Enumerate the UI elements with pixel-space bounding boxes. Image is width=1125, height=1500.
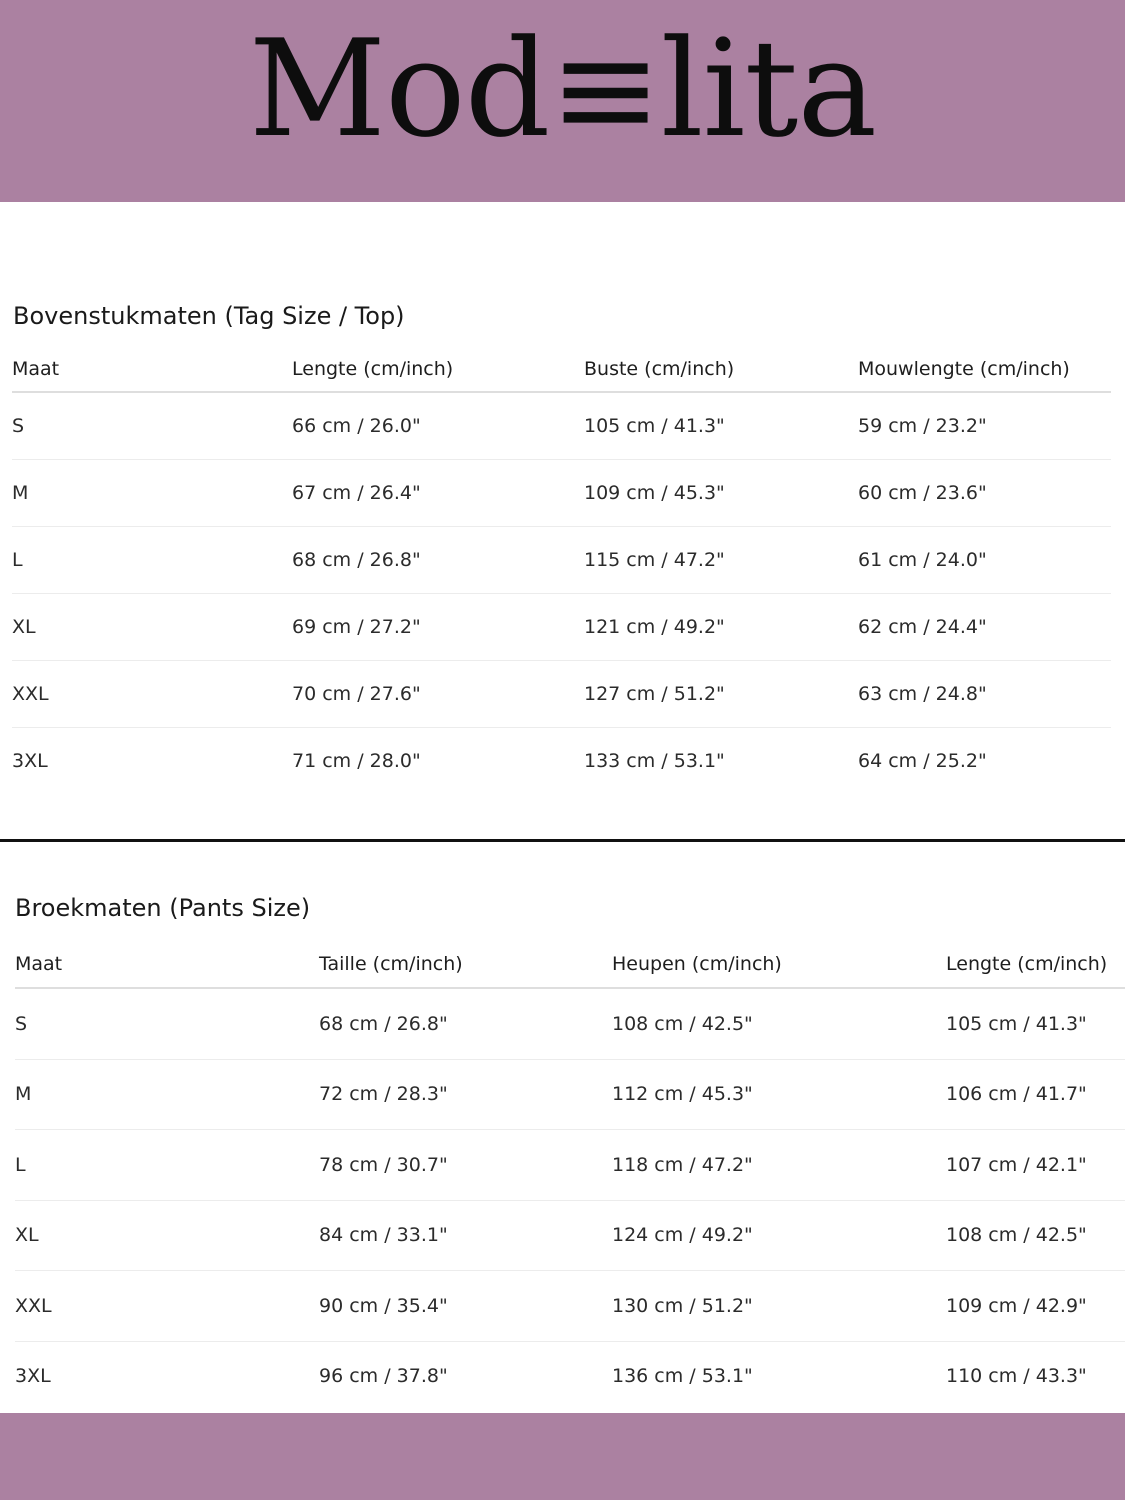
waist-cell: 84 cm / 33.1" [319,1224,448,1247]
table-row [15,1271,1125,1342]
hips-cell: 108 cm / 42.5" [612,1012,753,1035]
hips-cell: 124 cm / 49.2" [612,1224,753,1247]
table-row [15,1201,1125,1272]
length-cell: 67 cm / 26.4" [292,482,421,504]
size-cell: 3XL [15,1365,51,1388]
header-band [0,0,1125,202]
bust-cell: 115 cm / 47.2" [584,549,725,571]
table-row [12,527,1111,594]
bust-cell: 133 cm / 53.1" [584,750,725,772]
table-row [15,1130,1125,1201]
table-row [15,989,1125,1060]
hips-cell: 112 cm / 45.3" [612,1083,753,1106]
sleeve-cell: 61 cm / 24.0" [858,549,987,571]
top-size-table [12,346,1111,794]
table-header-row [15,940,1125,989]
length-cell: 107 cm / 42.1" [946,1153,1087,1176]
pants-size-title: Broekmaten (Pants Size) [15,894,311,922]
length-cell: 70 cm / 27.6" [292,683,421,705]
table-row [12,594,1111,661]
table-row [15,1060,1125,1131]
hips-cell: 136 cm / 53.1" [612,1365,753,1388]
size-cell: M [15,1083,32,1106]
length-cell: 66 cm / 26.0" [292,415,421,437]
sleeve-cell: 62 cm / 24.4" [858,616,987,638]
size-cell: XXL [15,1294,52,1317]
sleeve-cell: 64 cm / 25.2" [858,750,987,772]
size-cell: S [12,415,25,437]
waist-cell: 96 cm / 37.8" [319,1365,448,1388]
column-header: Lengte (cm/inch) [946,952,1108,975]
size-cell: XL [15,1224,39,1247]
column-header: Taille (cm/inch) [319,952,463,975]
size-cell: L [12,549,23,571]
length-cell: 105 cm / 41.3" [946,1012,1087,1035]
table-row [12,460,1111,527]
waist-cell: 90 cm / 35.4" [319,1294,448,1317]
hips-cell: 118 cm / 47.2" [612,1153,753,1176]
length-cell: 106 cm / 41.7" [946,1083,1087,1106]
sleeve-cell: 63 cm / 24.8" [858,683,987,705]
length-cell: 71 cm / 28.0" [292,750,421,772]
size-cell: L [15,1153,26,1176]
length-cell: 68 cm / 26.8" [292,549,421,571]
table-header-row [12,346,1111,393]
length-cell: 69 cm / 27.2" [292,616,421,638]
length-cell: 110 cm / 43.3" [946,1365,1087,1388]
footer-band [0,1413,1125,1500]
bust-cell: 109 cm / 45.3" [584,482,725,504]
length-cell: 108 cm / 42.5" [946,1224,1087,1247]
table-row [12,393,1111,460]
top-size-title: Bovenstukmaten (Tag Size / Top) [13,302,405,330]
column-header: Mouwlengte (cm/inch) [858,357,1070,380]
table-row [15,1342,1125,1412]
brand-logo: Mod≡lita [248,11,877,167]
size-cell: 3XL [12,750,48,772]
section-divider [0,839,1125,842]
table-row [12,661,1111,728]
column-header: Heupen (cm/inch) [612,952,782,975]
bust-cell: 105 cm / 41.3" [584,415,725,437]
waist-cell: 72 cm / 28.3" [319,1083,448,1106]
size-cell: M [12,482,29,504]
column-header: Maat [15,952,63,975]
size-cell: XXL [12,683,49,705]
bust-cell: 127 cm / 51.2" [584,683,725,705]
column-header: Lengte (cm/inch) [292,357,454,380]
length-cell: 109 cm / 42.9" [946,1294,1087,1317]
bust-cell: 121 cm / 49.2" [584,616,725,638]
waist-cell: 78 cm / 30.7" [319,1153,448,1176]
table-row [12,728,1111,794]
sleeve-cell: 60 cm / 23.6" [858,482,987,504]
size-cell: XL [12,616,36,638]
sleeve-cell: 59 cm / 23.2" [858,415,987,437]
column-header: Maat [12,357,60,380]
pants-size-table [15,940,1125,1411]
size-cell: S [15,1012,28,1035]
column-header: Buste (cm/inch) [584,357,735,380]
hips-cell: 130 cm / 51.2" [612,1294,753,1317]
waist-cell: 68 cm / 26.8" [319,1012,448,1035]
